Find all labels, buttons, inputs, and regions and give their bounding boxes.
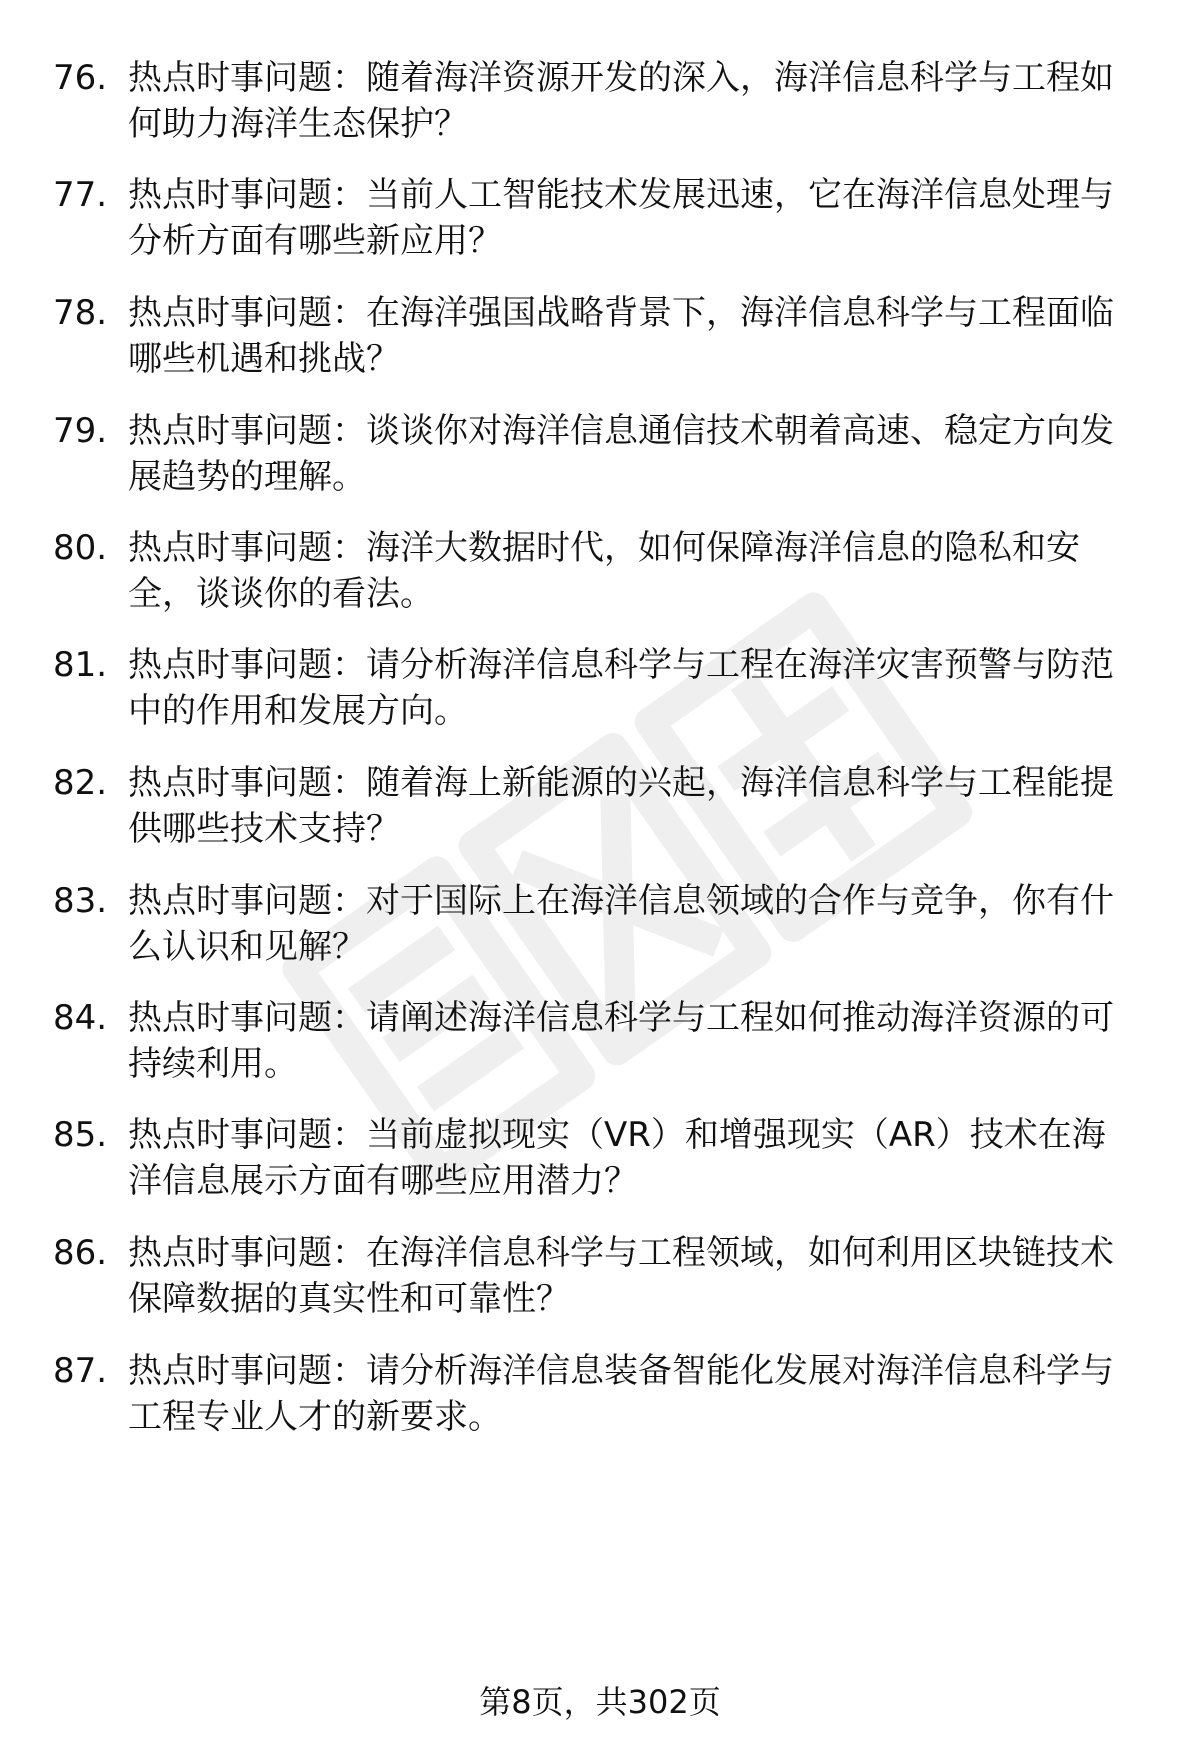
question-item (0, 290, 1200, 390)
page-footer: 第8页，共302页 (479, 1683, 721, 1721)
question-item (0, 55, 1200, 155)
question-item (0, 995, 1200, 1095)
question-number: 79. (53, 411, 108, 451)
question-item (0, 172, 1200, 272)
question-number: 77. (53, 175, 108, 215)
question-item (0, 1112, 1200, 1212)
question-text: 热点时事问题：在海洋强国战略背景下，海洋信息科学与工程面临哪些机遇和挑战？ (128, 293, 1114, 379)
question-item (0, 525, 1200, 625)
question-text: 热点时事问题：随着海洋资源开发的深入，海洋信息科学与工程如何助力海洋生态保护？ (128, 58, 1114, 144)
question-number: 76. (53, 58, 108, 98)
question-text: 热点时事问题：随着海上新能源的兴起，海洋信息科学与工程能提供哪些技术支持？ (128, 763, 1114, 849)
question-item (0, 878, 1200, 978)
question-number: 80. (53, 528, 108, 568)
question-number: 82. (53, 763, 108, 803)
question-text: 热点时事问题：海洋大数据时代，如何保障海洋信息的隐私和安全，谈谈你的看法。 (128, 528, 1080, 614)
question-number: 86. (53, 1233, 108, 1273)
question-text: 热点时事问题：对于国际上在海洋信息领域的合作与竞争，你有什么认识和见解？ (128, 881, 1114, 967)
question-number: 83. (53, 881, 108, 921)
question-text: 热点时事问题：当前人工智能技术发展迅速，它在海洋信息处理与分析方面有哪些新应用？ (128, 175, 1114, 261)
question-number: 85. (53, 1115, 108, 1155)
question-text: 热点时事问题：请阐述海洋信息科学与工程如何推动海洋资源的可持续利用。 (128, 998, 1114, 1084)
question-text: 热点时事问题：请分析海洋信息科学与工程在海洋灾害预警与防范中的作用和发展方向。 (128, 645, 1114, 731)
question-item (0, 760, 1200, 860)
question-text: 热点时事问题：当前虚拟现实（VR）和增强现实（AR）技术在海洋信息展示方面有哪些应用潜力？ (128, 1115, 1106, 1201)
question-number: 78. (53, 293, 108, 333)
question-number: 81. (53, 645, 108, 685)
question-item (0, 1230, 1200, 1330)
question-item (0, 408, 1200, 508)
question-number: 87. (53, 1351, 108, 1391)
question-number: 84. (53, 998, 108, 1038)
question-item (0, 642, 1200, 742)
question-text: 热点时事问题：在海洋信息科学与工程领域，如何利用区块链技术保障数据的真实性和可靠性？ (128, 1233, 1114, 1319)
question-item (0, 1348, 1200, 1448)
question-text: 热点时事问题：请分析海洋信息装备智能化发展对海洋信息科学与工程专业人才的新要求。 (128, 1351, 1114, 1437)
question-text: 热点时事问题：谈谈你对海洋信息通信技术朝着高速、稳定方向发展趋势的理解。 (128, 411, 1114, 497)
